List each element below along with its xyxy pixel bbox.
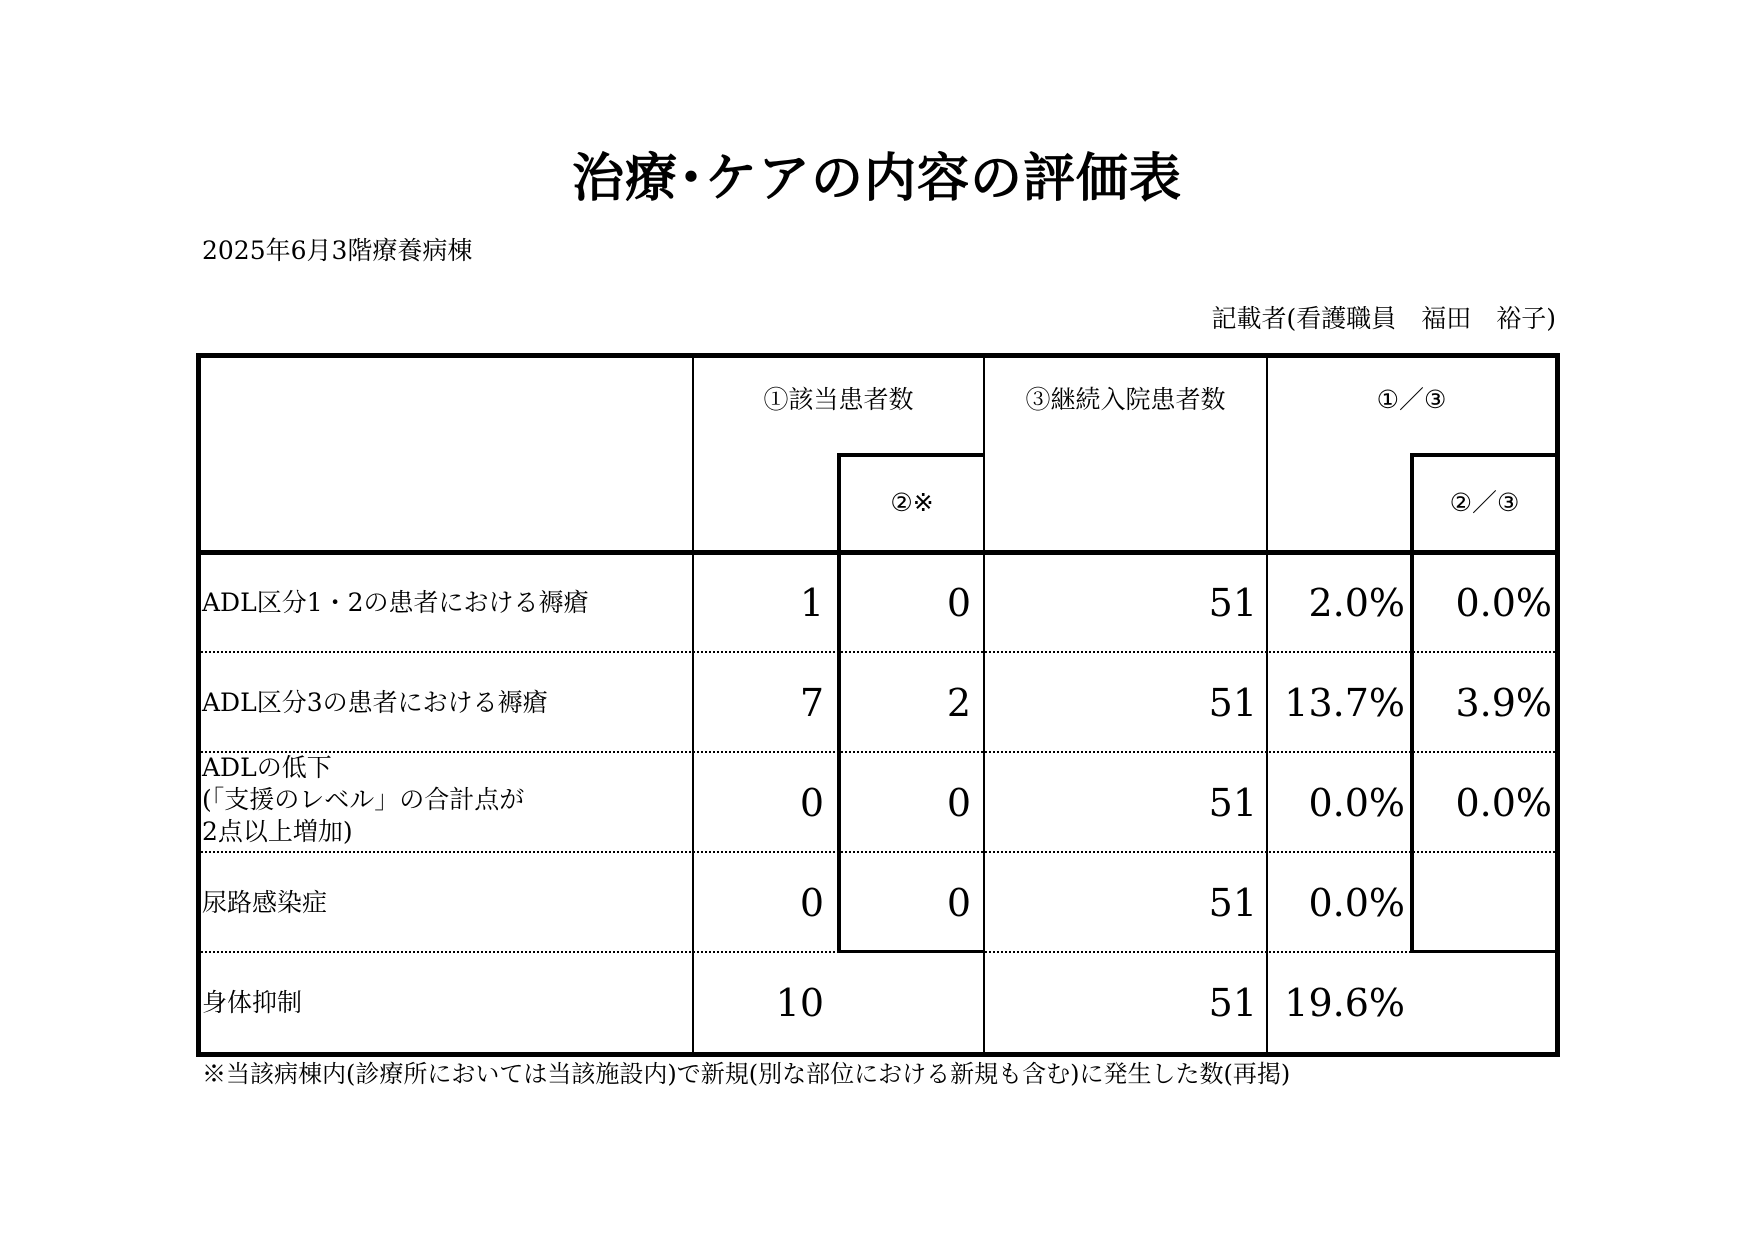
cell-ratio-1-3: 0.0%: [1308, 881, 1405, 925]
cell-ratio-1-3: 0.0%: [1308, 781, 1405, 825]
header-new-cases: ②※: [890, 488, 934, 517]
cell-affected-count: 0: [799, 781, 824, 825]
row-label: 身体抑制: [202, 988, 303, 1017]
cell-inpatient-count: 51: [1208, 581, 1257, 625]
row-label: ADL区分1・2の患者における褥瘡: [202, 588, 589, 617]
cell-ratio-1-3: 13.7%: [1284, 681, 1405, 725]
cell-new-count: 0: [946, 581, 971, 625]
cell-inpatient-count: 51: [1208, 781, 1257, 825]
row-label-line: ADLの低下: [202, 753, 332, 782]
row-label-line: (「支援のレベル」の合計点が: [202, 785, 525, 814]
cell-affected-count: 1: [799, 581, 824, 625]
header-continuing-inpatients: ③継続入院患者数: [1025, 385, 1226, 414]
cell-inpatient-count: 51: [1208, 981, 1257, 1025]
cell-ratio-2-3: 0.0%: [1455, 781, 1552, 825]
cell-ratio-1-3: 19.6%: [1284, 981, 1405, 1025]
row-label-line: 2点以上増加): [202, 817, 353, 846]
cell-affected-count: 7: [799, 681, 824, 725]
header-affected-patients: ①該当患者数: [763, 385, 914, 414]
cell-inpatient-count: 51: [1208, 881, 1257, 925]
row-label: [202, 752, 524, 848]
header-ratio-2-3: ②／③: [1449, 488, 1520, 517]
document-title: 治療･ケアの内容の評価表: [571, 149, 1182, 209]
row-label: 尿路感染症: [202, 888, 328, 917]
cell-ratio-1-3: 2.0%: [1308, 581, 1405, 625]
footnote: ※当該病棟内(診療所においては当該施設内)で新規(別な部位における新規も含む)に発生した数(再掲): [202, 1060, 1291, 1088]
cell-affected-count: 0: [799, 881, 824, 925]
recorder: 記載者(看護職員 福田 裕子): [1211, 304, 1556, 333]
cell-new-count: 2: [946, 681, 971, 725]
evaluation-table: [196, 353, 1560, 1057]
header-ratio-1-3: ①／③: [1376, 385, 1447, 414]
row-label: ADL区分3の患者における褥瘡: [202, 688, 548, 717]
cell-inpatient-count: 51: [1208, 681, 1257, 725]
ward-period: 2025年6月3階療養病棟: [202, 236, 473, 265]
cell-new-count: 0: [946, 781, 971, 825]
cell-ratio-2-3: 3.9%: [1455, 681, 1552, 725]
cell-new-count: 0: [946, 881, 971, 925]
cell-ratio-2-3: 0.0%: [1455, 581, 1552, 625]
cell-affected-count: 10: [775, 981, 824, 1025]
